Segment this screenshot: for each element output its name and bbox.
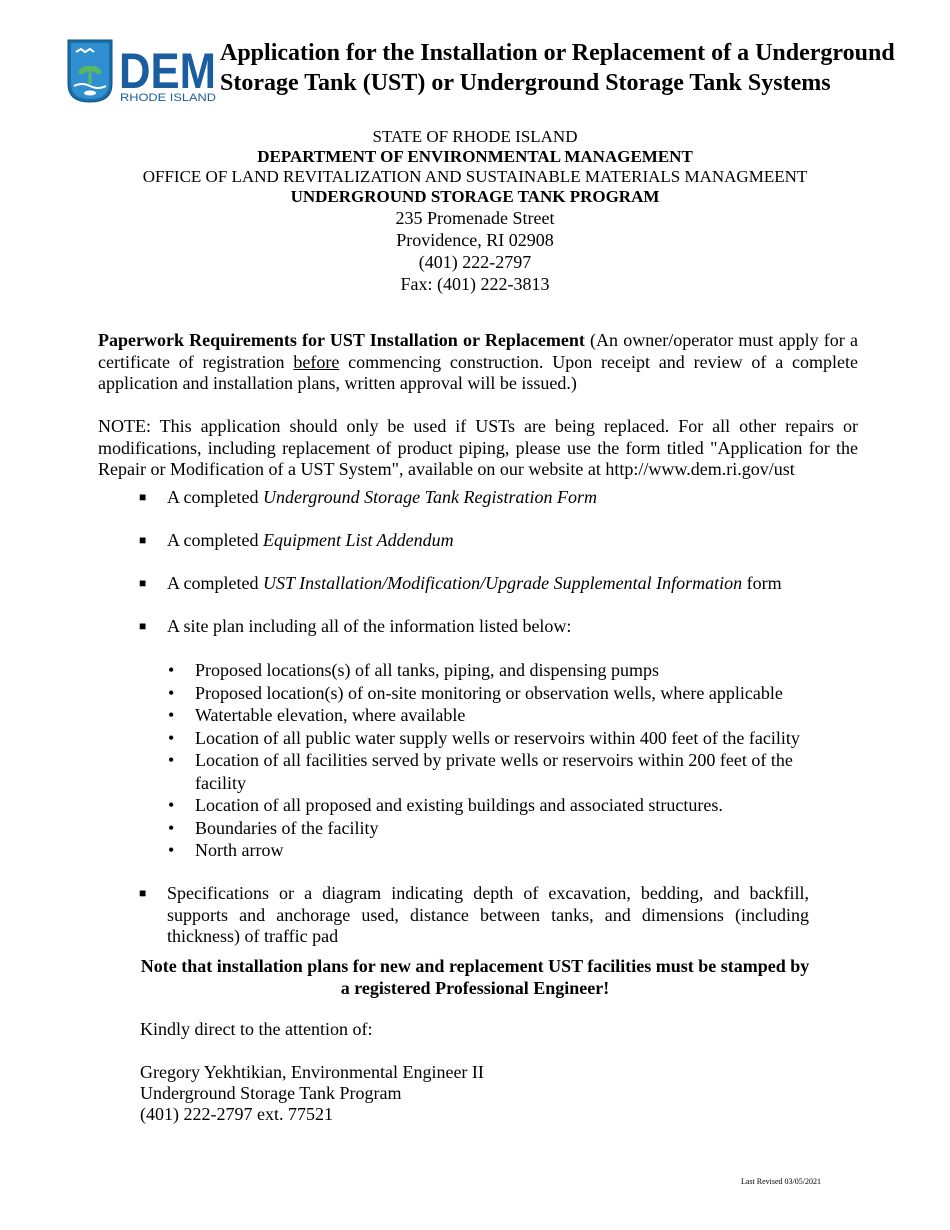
logo-subtext: RHODE ISLAND: [120, 92, 217, 104]
list-item: • Proposed location(s) of on-site monitoring or observation wells, where applicable: [168, 682, 783, 703]
requirements-intro-a: (An owner/operator must apply for a certificate of registration: [98, 330, 858, 372]
bullet-icon: •: [168, 795, 175, 815]
list-item: • Location of all proposed and existing buildings and associated structures.: [168, 795, 723, 815]
title-line-1: Application for the Installation or Replacement of a Underground: [220, 40, 895, 66]
square-bullet-icon: ■: [139, 576, 147, 590]
agency-street: 235 Promenade Street: [395, 208, 555, 228]
agency-program: UNDERGROUND STORAGE TANK PROGRAM: [290, 187, 660, 206]
requirements-heading: Paperwork Requirements for UST Installation or Replacement: [98, 330, 585, 350]
square-bullet-icon: ■: [139, 490, 147, 504]
requirements-intro-before: before: [293, 351, 340, 372]
site-plan-list: [168, 659, 828, 862]
bullet-icon: •: [168, 705, 175, 725]
bullet-icon: •: [168, 682, 175, 703]
bullet-icon: •: [168, 660, 175, 680]
agency-header: [0, 127, 950, 295]
bullet-icon: •: [168, 750, 175, 770]
agency-fax: Fax: (401) 222-3813: [400, 274, 550, 294]
list-item: • North arrow: [168, 840, 284, 860]
contact-attention: Kindly direct to the attention of:: [140, 1019, 373, 1039]
dem-logo: [66, 38, 218, 104]
contact-program: Underground Storage Tank Program: [140, 1083, 402, 1103]
agency-city: Providence, RI 02908: [396, 230, 554, 250]
contact-block: [140, 1062, 484, 1125]
agency-state: STATE OF RHODE ISLAND: [372, 127, 578, 146]
item-prefix: A completed: [167, 530, 263, 550]
item-form-name: Underground Storage Tank Registration Form: [262, 487, 597, 507]
agency-department: DEPARTMENT OF ENVIRONMENTAL MANAGEMENT: [257, 147, 693, 166]
square-bullet-icon: ■: [139, 533, 147, 547]
list-item: • Proposed locations(s) of all tanks, piping, and dispensing pumps: [168, 660, 659, 680]
item-form-name: UST Installation/Modification/Upgrade Supplemental Information: [262, 573, 743, 593]
engineer-note: Note that installation plans for new and replacement UST facilities must be stamped by a registered Professional Engineer!: [140, 956, 810, 998]
list-item: • Watertable elevation, where available: [168, 705, 466, 725]
square-bullet-icon: ■: [139, 619, 147, 633]
agency-office: OFFICE OF LAND REVITALIZATION AND SUSTAINABLE MATERIALS MANAGMEENT: [142, 167, 808, 186]
requirements-paragraph: [98, 330, 858, 395]
last-revised: Last Revised 03/05/2021: [741, 1177, 821, 1186]
contact-name: Gregory Yekhtikian, Environmental Engineer II: [140, 1062, 484, 1082]
square-bullet-icon: ■: [139, 886, 147, 900]
requirements-intro-b: commencing construction. Upon receipt and review of a complete application and installation plans, written approval will be issued.): [98, 351, 858, 393]
bullet-icon: •: [168, 840, 175, 860]
contact-phone: (401) 222-2797 ext. 77521: [140, 1104, 333, 1124]
item-suffix: form: [742, 573, 782, 593]
item-prefix: A completed: [167, 487, 263, 507]
title-line-2: Storage Tank (UST) or Underground Storage Tank Systems: [220, 70, 831, 96]
list-item: • Location of all public water supply wells or reservoirs within 400 feet of the facility: [168, 727, 800, 748]
list-item: • Boundaries of the facility: [168, 817, 379, 838]
item-form-name: Equipment List Addendum: [262, 530, 454, 550]
logo-text: DEM: [119, 43, 216, 99]
list-item: • Location of all facilities served by private wells or reservoirs within 200 feet of the facility: [168, 750, 793, 793]
item-prefix: A completed: [167, 573, 263, 593]
item-text: A site plan including all of the information listed below:: [167, 616, 572, 636]
dem-seal-icon: [66, 38, 218, 104]
bullet-icon: •: [168, 817, 175, 838]
document-title: [220, 38, 940, 98]
agency-phone: (401) 222-2797: [418, 252, 532, 272]
bullet-icon: •: [168, 727, 175, 748]
item-text: Specifications or a diagram indicating depth of excavation, bedding, and backfill, supports and anchorage used, distance between tanks, and dimensions (including thickness) of traffic pad: [167, 883, 809, 946]
note-paragraph: NOTE: This application should only be used if USTs are being replaced. For all other repairs or modifications, including replacement of product piping, please use the form titled "Application for the Repair or Modification of a UST System", available on our website at http://www.dem.ri.gov/ust: [98, 416, 858, 479]
